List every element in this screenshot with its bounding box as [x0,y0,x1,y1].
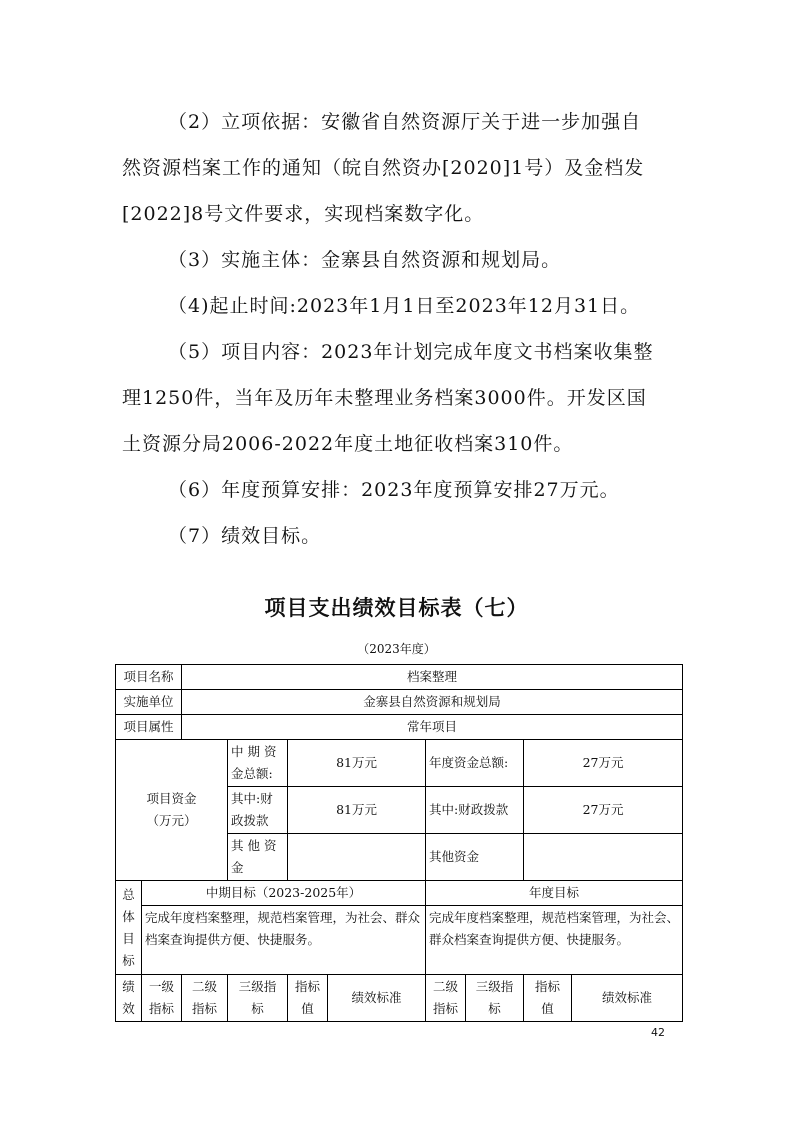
table-row [116,715,683,740]
hdr-year-value-line1: 指标 [535,979,561,994]
goal-label-char: 体 [122,908,135,924]
hdr-year-level2 [426,975,466,1022]
hdr-year-level3-line1: 三级指 [475,979,514,994]
hdr-level2-line1: 二级 [192,979,218,994]
funds-label [116,740,228,881]
performance-table [115,664,683,1022]
hdr-level1-line1: 一级 [149,979,175,994]
year-total: 27万元 [524,740,683,787]
perf-label-char: 绩 [122,979,135,994]
hdr-year-level2-line2: 指标 [433,1001,459,1016]
goal-label-char: 总 [122,886,135,902]
hdr-year-value [524,975,572,1022]
table-title: 项目支出绩效目标表（七） [264,596,529,620]
attr: 常年项目 [182,715,683,740]
hdr-level2-line2: 指标 [192,1001,218,1016]
mid-total-label-line2: 金总额: [231,766,273,781]
hdr-level1 [142,975,182,1022]
mid-other [288,834,426,881]
mid-total-label [228,740,288,787]
para-basis-line1: （2）立项依据：安徽省自然资源厅关于进一步加强自 [168,111,642,133]
table-row [116,906,683,975]
hdr-value-line2: 值 [301,1001,314,1016]
para-period: （4)起止时间:2023年1月1日至2023年12月31日。 [168,295,641,317]
hdr-level3 [228,975,288,1022]
goal-label-char: 目 [122,930,135,946]
funds-label-line2: （万元） [146,813,197,828]
funds-label-line1: 项目资金 [146,791,197,806]
goal-label-char: 标 [122,952,135,968]
perf-label-char: 效 [122,1001,135,1016]
para-basis-line2: 然资源档案工作的通知（皖自然资办[2020]1号）及金档发 [122,157,645,179]
table-row [116,690,683,715]
project-name: 档案整理 [182,665,683,690]
hdr-year-value-line2: 值 [541,1001,554,1016]
attr-label: 项目属性 [116,715,182,740]
mid-fiscal-label-line2: 政拨款 [231,813,269,828]
hdr-value [288,975,328,1022]
table-row [116,881,683,906]
unit: 金寨县自然资源和规划局 [182,690,683,715]
year-other [524,834,683,881]
hdr-level1-line2: 指标 [149,1001,175,1016]
hdr-year-level3-line2: 标 [488,1001,501,1016]
mid-fiscal: 81万元 [288,787,426,834]
mid-other-label-line1: 其 他 资 [231,838,277,853]
para-basis-line3: [2022]8号文件要求，实现档案数字化。 [122,203,485,225]
para-content-line2: 理1250件，当年及历年未整理业务档案3000件。开发区国 [122,387,647,409]
unit-label: 实施单位 [116,690,182,715]
mid-fiscal-label [228,787,288,834]
para-content-line3: 土资源分局2006-2022年度土地征收档案310件。 [122,433,574,455]
year-goal-header: 年度目标 [426,881,683,906]
hdr-year-standard: 绩效标准 [572,975,683,1022]
hdr-standard: 绩效标准 [328,975,426,1022]
table-year: （2023年度） [357,642,436,656]
table-row [116,975,683,1022]
hdr-level3-line1: 三级指 [238,979,277,994]
year-fiscal: 27万元 [524,787,683,834]
para-goal: （7）绩效目标。 [168,525,322,547]
para-budget: （6）年度预算安排：2023年度预算安排27万元。 [168,479,620,501]
hdr-level2 [182,975,228,1022]
hdr-level3-line2: 标 [251,1001,264,1016]
year-total-label: 年度资金总额: [426,740,524,787]
para-subject: （3）实施主体：金寨县自然资源和规划局。 [168,249,562,271]
mid-total-label-line1: 中 期 资 [231,744,277,759]
mid-other-label [228,834,288,881]
hdr-year-level2-line1: 二级 [433,979,459,994]
para-content-line1: （5）项目内容：2023年计划完成年度文书档案收集整 [168,341,654,363]
table-row [116,665,683,690]
mid-total: 81万元 [288,740,426,787]
year-other-label: 其他资金 [426,834,524,881]
hdr-year-level3 [466,975,524,1022]
page-number: 42 [651,1026,665,1039]
perf-label [116,975,142,1022]
year-fiscal-label: 其中:财政拨款 [426,787,524,834]
year-goal-text: 完成年度档案整理，规范档案管理，为社会、群众档案查询提供方便、快捷服务。 [426,906,683,975]
mid-fiscal-label-line1: 其中:财 [231,791,273,806]
table-row [116,740,683,787]
mid-goal-text: 完成年度档案整理，规范档案管理，为社会、群众档案查询提供方便、快捷服务。 [142,906,426,975]
project-name-label: 项目名称 [116,665,182,690]
goal-label [116,881,142,975]
mid-goal-header: 中期目标（2023-2025年） [142,881,426,906]
mid-other-label-line2: 金 [231,860,244,875]
hdr-value-line1: 指标 [295,979,321,994]
